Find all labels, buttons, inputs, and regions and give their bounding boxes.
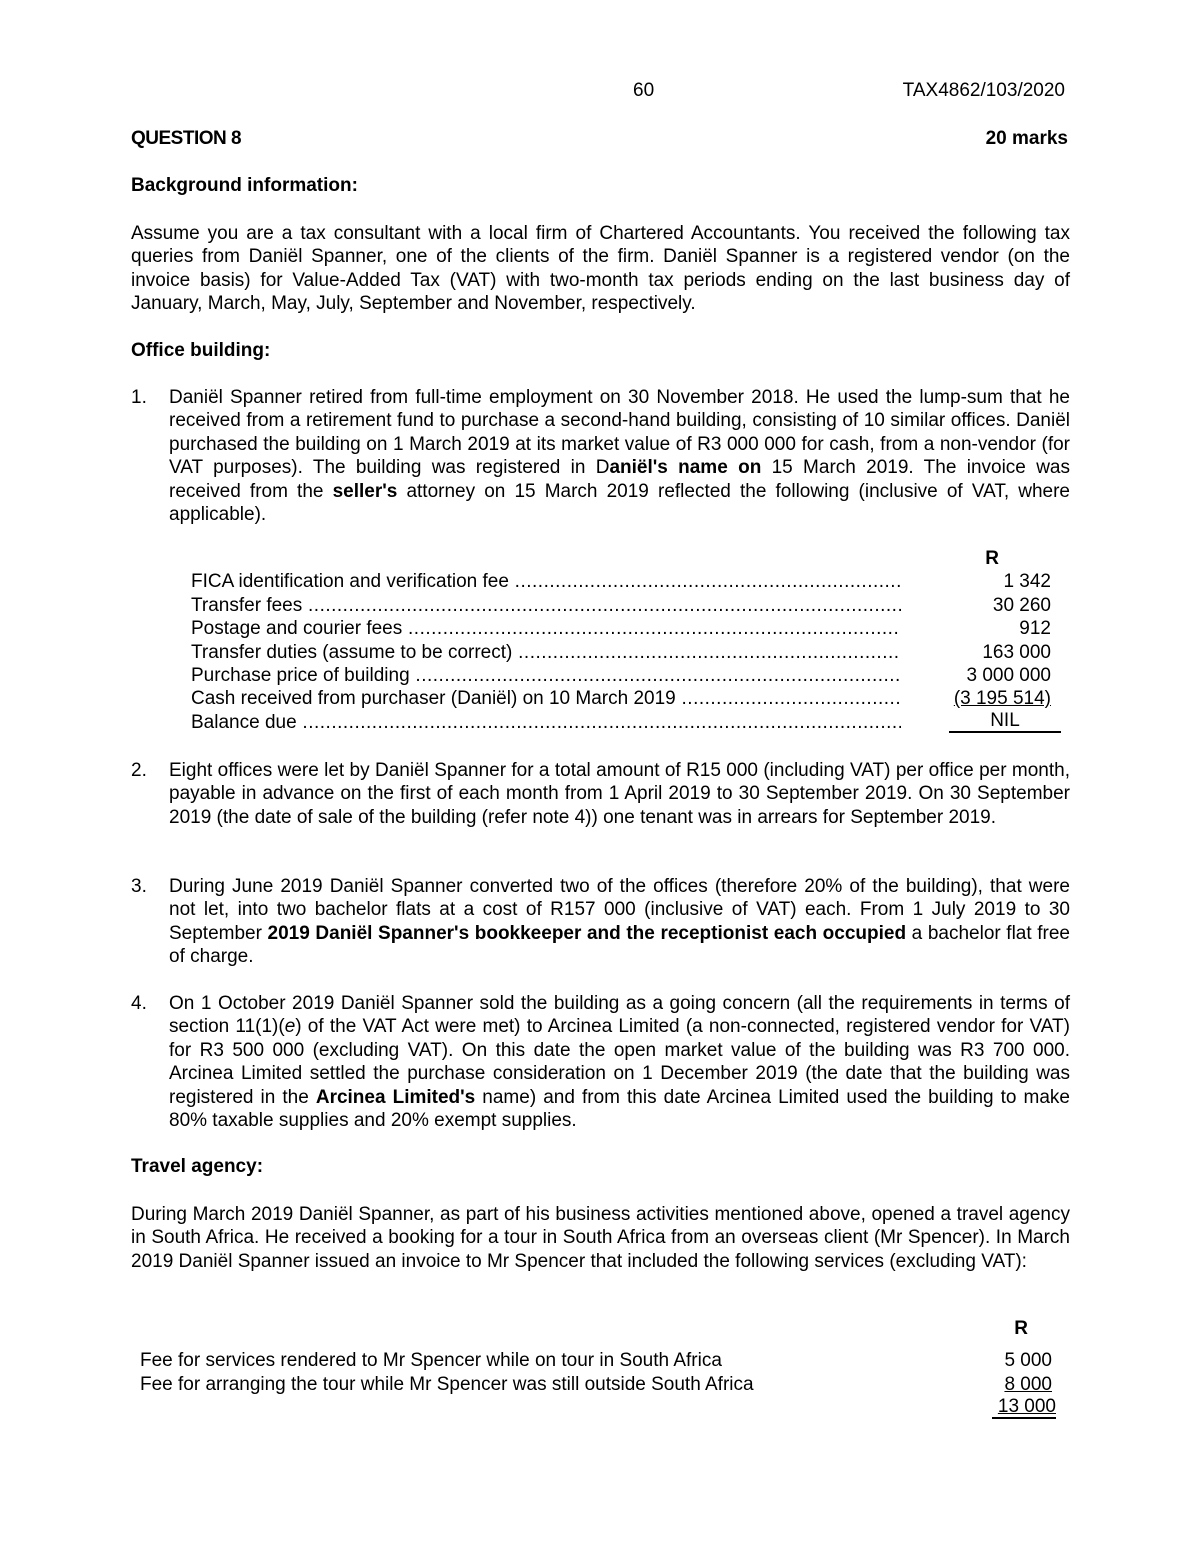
item-text: During June 2019 Daniël Spanner converted two of the offices (therefore 20% of the building), that were not let, into two bachelor flats at a cost of R157 000 (inclusive of VAT) each. From 1 July 2019 to 30 September 2019 Daniël Spanner's bookkeeper and the receptionist each occupied a bachelor flat free of charge. bbox=[169, 876, 1070, 968]
fee-label: Postage and courier fees ..... bbox=[191, 617, 901, 640]
service-total-row bbox=[140, 1397, 1060, 1421]
fee-label: Transfer duties (assume to be correct) ..... bbox=[191, 641, 901, 664]
fee-label: FICA identification and verification fee ..... bbox=[191, 570, 901, 593]
fee-amount: 912 bbox=[1019, 618, 1051, 640]
service-row bbox=[140, 1349, 1060, 1373]
fee-amount: 163 000 bbox=[982, 641, 1051, 663]
office-building-heading: Office building: bbox=[131, 340, 271, 361]
fee-row bbox=[191, 570, 1061, 593]
item-text: Eight offices were let by Daniël Spanner for a total amount of R15 000 (including VAT) per office per month, payable in advance on the first of each month from 1 April 2019 to 30 September 2019. On 30 September 2019 (the date of sale of the building (refer note 4)) one tenant was in arrears for September 2019. bbox=[169, 760, 1070, 828]
service-amount: 8 000 bbox=[1004, 1374, 1052, 1395]
travel-paragraph: During March 2019 Daniël Spanner, as part of his business activities mentioned above, opened a travel agency in South Africa. He received a booking for a tour in South Africa from an overseas client (Mr Spencer). In March 2019 Daniël Spanner issued an invoice to Mr Spencer that included the following services (excluding VAT): bbox=[131, 1204, 1070, 1272]
item-number: 3. bbox=[131, 876, 147, 897]
fee-row bbox=[191, 664, 1061, 687]
background-heading: Background information: bbox=[131, 175, 358, 196]
fee-row bbox=[191, 641, 1061, 664]
item-number: 4. bbox=[131, 993, 147, 1014]
fee-label: Purchase price of building ..... bbox=[191, 664, 901, 687]
item-number: 1. bbox=[131, 387, 147, 408]
fee-amount: 1 342 bbox=[1003, 571, 1051, 593]
fee-row bbox=[191, 594, 1061, 617]
fee-amount: 3 000 000 bbox=[966, 664, 1051, 686]
question-title: QUESTION 8 bbox=[131, 128, 242, 149]
service-total: 13 000 bbox=[992, 1397, 1056, 1419]
currency-header: R bbox=[985, 548, 999, 569]
service-label: Fee for services rendered to Mr Spencer while on tour in South Africa bbox=[140, 1350, 722, 1371]
document-code: TAX4862/103/2020 bbox=[902, 80, 1065, 101]
travel-agency-heading: Travel agency: bbox=[131, 1156, 264, 1177]
fee-amount: 30 260 bbox=[992, 594, 1051, 616]
fee-label: Cash received from purchaser (Daniël) on 10 March 2019 ..... bbox=[191, 687, 901, 710]
item-number: 2. bbox=[131, 760, 147, 781]
page-number: 60 bbox=[633, 80, 655, 101]
service-row bbox=[140, 1373, 1060, 1397]
fee-row bbox=[191, 687, 1061, 710]
service-label: Fee for arranging the tour while Mr Spencer was still outside South Africa bbox=[140, 1374, 754, 1395]
item-text: On 1 October 2019 Daniël Spanner sold the building as a going concern (all the requirements in terms of section 11(1)(e) of the VAT Act were met) to Arcinea Limited (a non-connected, registered vendor for VAT) for R3 500 000 (excluding VAT). On this date the open market value of the building was R3 700 000. Arcinea Limited settled the purchase consideration on 1 December 2019 (the date that the building was registered in the Arcinea Limited's name) and from this date Arcinea Limited used the building to make 80% taxable supplies and 20% exempt supplies. bbox=[169, 993, 1070, 1132]
fee-label: Transfer fees ..... bbox=[191, 594, 901, 617]
question-marks: 20 marks bbox=[985, 128, 1068, 149]
fee-row bbox=[191, 617, 1061, 640]
item-text: Daniël Spanner retired from full-time employment on 30 November 2018. He used the lump-sum that he received from a retirement fund to purchase a second-hand building, consisting of 10 similar offices. Daniël purchased the building on 1 March 2019 at its market value of R3 000 000 for cash, from a non-vendor (for VAT purposes). The building was registered in Daniël's name on 15 March 2019. The invoice was received from the seller's attorney on 15 March 2019 reflected the following (inclusive of VAT, where applicable). bbox=[169, 387, 1070, 526]
service-amount: 5 000 bbox=[1004, 1350, 1052, 1371]
fee-currency-row bbox=[191, 547, 1061, 570]
services-currency-row bbox=[140, 1317, 1060, 1341]
services-table bbox=[140, 1317, 1060, 1421]
fee-label: Balance due ..... bbox=[191, 711, 901, 734]
fee-balance-amount: NIL bbox=[949, 711, 1061, 733]
fee-row bbox=[191, 711, 1061, 734]
currency-header: R bbox=[1014, 1318, 1028, 1339]
fee-table bbox=[191, 547, 1061, 734]
background-paragraph: Assume you are a tax consultant with a local firm of Chartered Accountants. You received the following tax queries from Daniël Spanner, one of the clients of the firm. Daniël Spanner is a registered vendor (on the invoice basis) for Value-Added Tax (VAT) with two-month tax periods ending on the last business day of January, March, May, July, September and November, respectively. bbox=[131, 223, 1070, 315]
fee-amount: (3 195 514) bbox=[953, 688, 1051, 710]
